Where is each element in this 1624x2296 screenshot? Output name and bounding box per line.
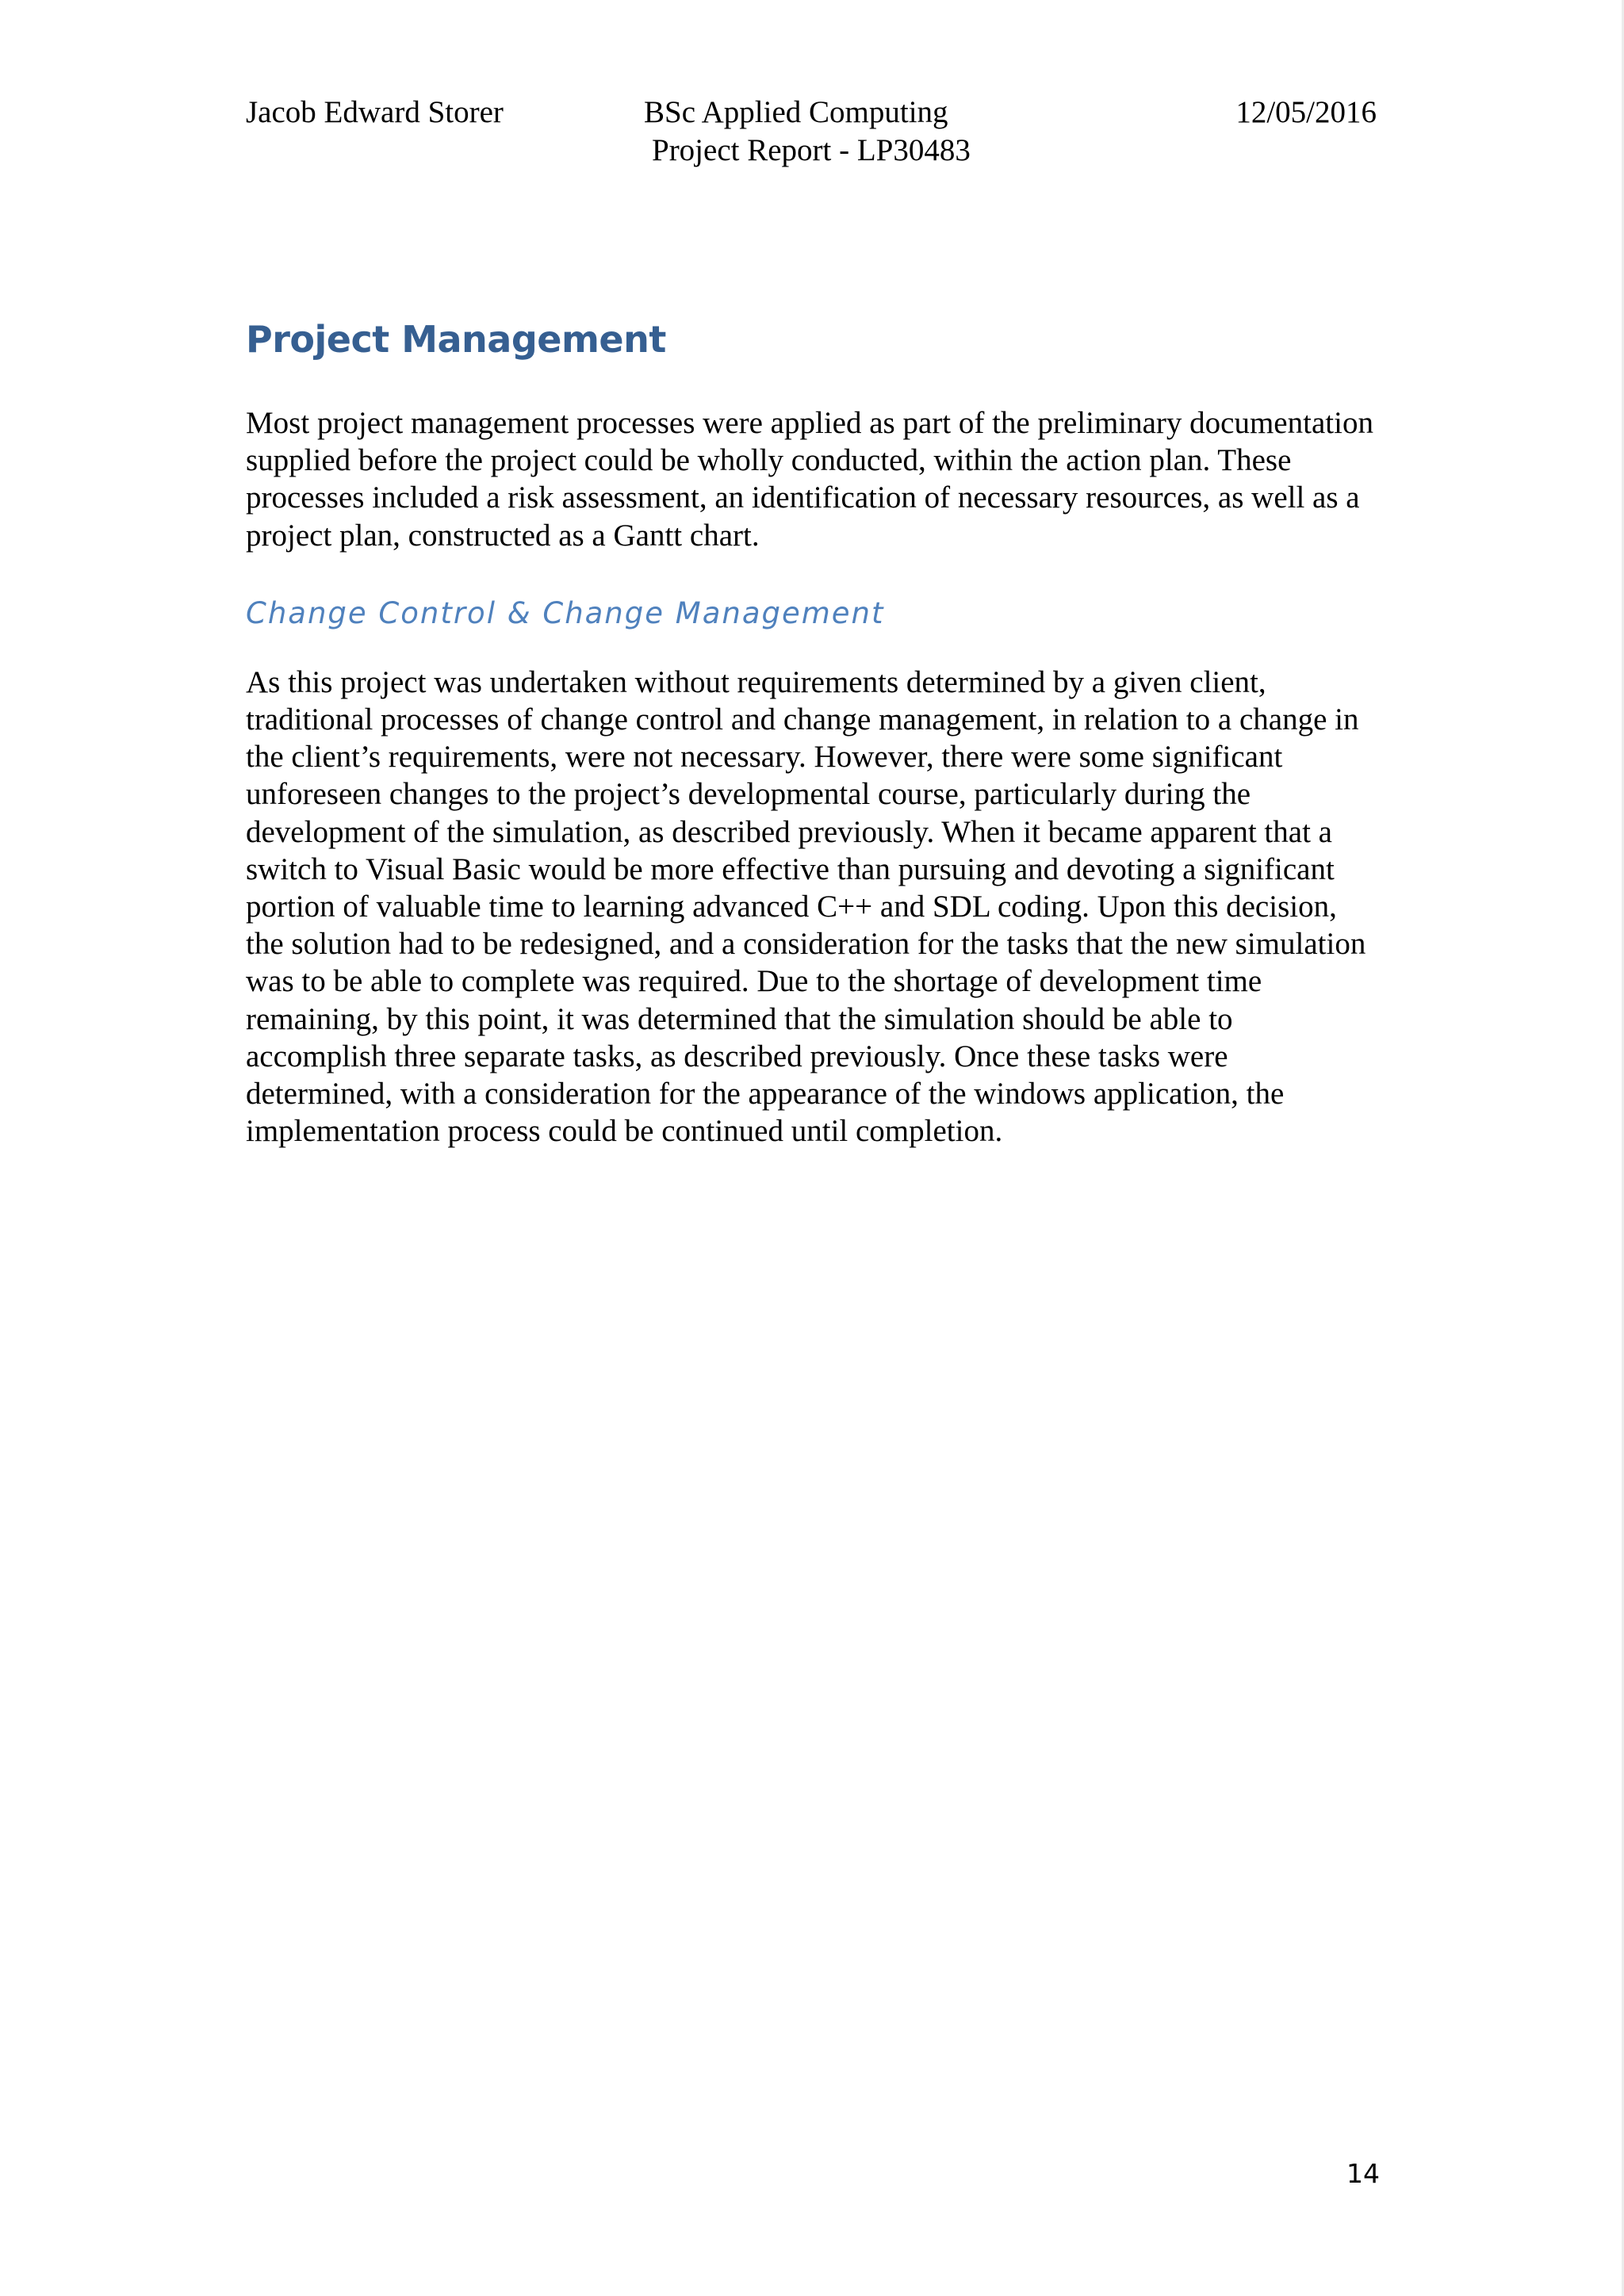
header-course-title: BSc Applied Computing	[644, 95, 948, 129]
header-report-code: Project Report - LP30483	[652, 133, 971, 167]
header-date: 12/05/2016	[1235, 95, 1377, 129]
section-heading: Project Management	[246, 318, 666, 361]
page-content	[246, 316, 1378, 1150]
subsection-paragraph: As this project was undertaken without requirements determined by a given client, traditional processes of change control and change management, in relation to a change in the client’s requirements, were not necessary. However, there were some significant unforeseen changes to the project’s developmental course, particularly during the development of the simulation, as described previously. When it became apparent that a switch to Visual Basic would be more effective than pursuing and devoting a significant portion of valuable time to learning advanced C++ and SDL coding. Upon this decision, the solution had to be redesigned, and a consideration for the tasks that the new simulation was to be able to complete was required. Due to the shortage of development time remaining, by this point, it was determined that the simulation should be able to accomplish three separate tasks, as described previously. Once these tasks were determined, with a consideration for the appearance of the windows application, the implementation process could be continued until completion.	[246, 664, 1366, 1149]
header-author: Jacob Edward Storer	[246, 95, 504, 129]
section-paragraph: Most project management processes were applied as part of the preliminary documentation supplied before the project could be wholly conducted, within the action plan. These processes included a risk assessment, an identification of necessary resources, as well as a project plan, constructed as a Gantt chart.	[246, 406, 1373, 553]
page-header	[246, 94, 1377, 181]
subsection-heading: Change Control & Change Management	[246, 595, 885, 630]
page-number: 14	[1346, 2158, 1380, 2189]
header-course	[644, 94, 977, 170]
